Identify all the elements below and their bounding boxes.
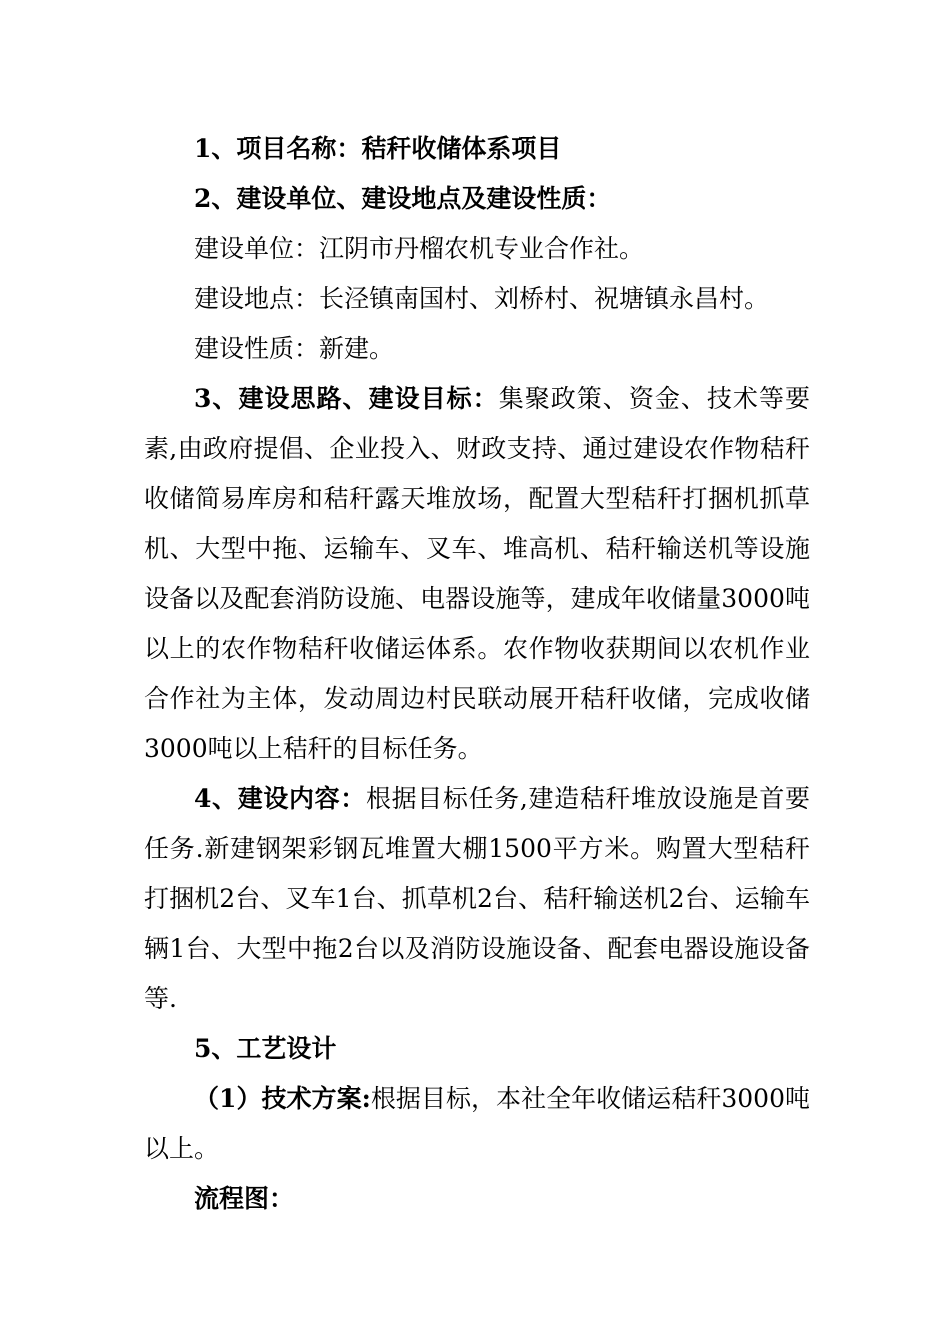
section-3-paragraph [144,374,810,774]
section-1-title: 1、项目名称：秸秆收储体系项目 [194,134,562,163]
construction-nature: 建设性质：新建。 [194,334,395,363]
section-3-body: 集聚政策、资金、技术等要素,由政府提倡、企业投入、财政支持、通过建设农作物秸秆收储简易库房和秸秆露天堆放场，配置大型秸秆打捆机抓草机、大型中拖、运输车、叉车、堆高机、秸秆输送机等设施设备以及配套消防设施、电器设施等，建成年收储量3000吨以上的农作物秸秆收储运体系。农作物收获期间以农机作业合作社为主体，发动周边村民联动展开秸秆收储，完成收储3000吨以上秸秆的目标任务。 [144,384,810,763]
section-3-heading: 3、建设思路、建设目标： [194,384,499,413]
section-4-body: 根据目标任务,建造秸秆堆放设施是首要任务.新建钢架彩钢瓦堆置大棚1500平方米。购置大型秸秆打捆机2台、叉车1台、抓草机2台、秸秆输送机2台、运输车辆1台、大型中拖2台以及消防设施设备、配套电器设施设备等. [144,784,810,1013]
section-5-title: 5、工艺设计 [194,1034,337,1063]
section-2-title: 2、建设单位、建设地点及建设性质： [194,184,612,213]
tech-plan-body: 根据目标，本社全年收储运秸秆3000吨以上。 [144,1084,811,1163]
section-4-heading: 4、建设内容： [194,784,366,813]
tech-plan-paragraph [144,1074,810,1174]
construction-location: 建设地点：长泾镇南国村、刘桥村、祝塘镇永昌村。 [194,284,770,313]
construction-unit: 建设单位：江阴市丹榴农机专业合作社。 [194,234,645,263]
section-4-paragraph [144,774,810,1024]
tech-plan-heading: （1）技术方案: [194,1084,371,1113]
flowchart-label: 流程图： [194,1184,295,1213]
